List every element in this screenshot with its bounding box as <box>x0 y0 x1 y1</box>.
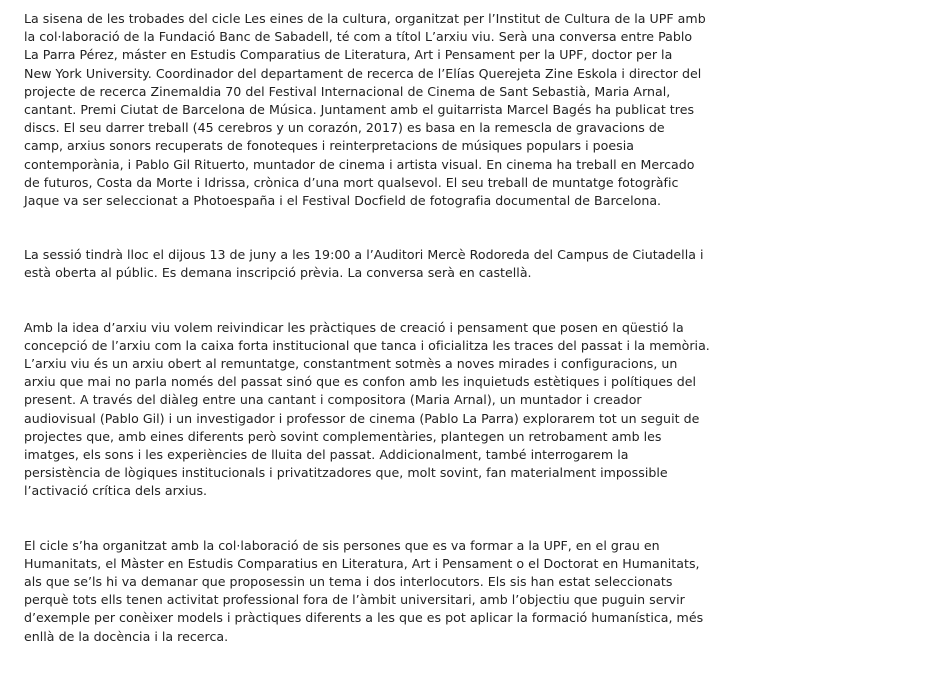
text-line: La Parra Pérez, máster en Estudis Comparatius de Literatura, Art i Pensament per la UPF, doctor per la <box>24 47 673 63</box>
paragraph-session-info <box>24 246 714 282</box>
text-line: arxiu que mai no parla només del passat sinó que es confon amb les inquietuds estètiques i polítiques del <box>24 374 696 390</box>
text-line: perquè tots ells tenen activitat professional fora de l’àmbit universitari, amb l’objectiu que puguin servir <box>24 592 685 608</box>
text-line: L’arxiu viu és un arxiu obert al remuntatge, constantment sotmès a noves mirades i configuracions, un <box>24 356 678 372</box>
paragraph-intro <box>24 10 714 210</box>
text-line: discs. El seu darrer treball (45 cerebros y un corazón, 2017) es basa en la remescla de gravacions de <box>24 120 665 136</box>
text-line: contemporània, i Pablo Gil Rituerto, muntador de cinema i artista visual. En cinema ha treball en Mercado <box>24 156 695 172</box>
text-line: Jaque va ser seleccionat a Photoespaña i el Festival Docfield de fotografia documental de Barcelona. <box>24 193 662 209</box>
text-line: audiovisual (Pablo Gil) i un investigador i professor de cinema (Pablo La Parra) explorarem tot un seguit de <box>24 410 700 426</box>
text-line: d’exemple per conèixer models i pràctiques diferents a les que es pot aplicar la formació humanística, més <box>24 610 704 626</box>
text-line: de futuros, Costa da Morte i Idrissa, crònica d’una mort qualsevol. El seu treball de muntatge fotogràfic <box>24 174 679 190</box>
text-line: projectes que, amb eines diferents però sovint complementàries, plantegen un retrobament amb les <box>24 428 662 444</box>
text-line: als que se’ls hi va demanar que proposessin un tema i dos interlocutors. Els sis han estat seleccionats <box>24 574 673 590</box>
text-line: present. A través del diàleg entre una cantant i compositora (Maria Arnal), un muntador i creador <box>24 392 642 408</box>
text-line: concepció de l’arxiu com la caixa forta institucional que tanca i oficialitza les traces del passat i la memòria. <box>24 337 710 353</box>
text-line: està oberta al públic. Es demana inscripció prèvia. La conversa serà en castellà. <box>24 265 532 281</box>
paragraph-cycle-organization <box>24 537 714 646</box>
text-line: La sisena de les trobades del cicle Les eines de la cultura, organitzat per l’Institut de Cultura de la UPF amb <box>24 11 706 26</box>
text-line: l’activació crítica dels arxius. <box>24 483 208 499</box>
text-line: Amb la idea d’arxiu viu volem reivindicar les pràctiques de creació i pensament que posen en qüestió la <box>24 319 684 335</box>
text-line: Humanitats, el Màster en Estudis Comparatius en Literatura, Art i Pensament o el Doctorat en Humanitats, <box>24 555 700 571</box>
text-line: New York University. Coordinador del departament de recerca de l’Elías Querejeta Zine Eskola i director del <box>24 65 702 81</box>
text-line: enllà de la docència i la recerca. <box>24 628 229 644</box>
text-line: cantant. Premi Ciutat de Barcelona de Música. Juntament amb el guitarrista Marcel Bagés ha publicat tres <box>24 102 695 118</box>
text-line: projecte de recerca Zinemaldia 70 del Festival Internacional de Cinema de Sant Sebastià, Maria Arnal, <box>24 83 671 99</box>
text-line: imatges, els sons i les experiències de lluita del passat. Addicionalment, també interrogarem la <box>24 447 629 463</box>
text-line: camp, arxius sonors recuperats de fonoteques i reinterpretacions de músiques populars i poesia <box>24 138 634 154</box>
text-line: La sessió tindrà lloc el dijous 13 de juny a les 19:00 a l’Auditori Mercè Rodoreda del Campus de Ciutadella i <box>24 247 704 263</box>
text-line: El cicle s’ha organitzat amb la col·laboració de sis persones que es va formar a la UPF, en el grau en <box>24 537 660 553</box>
article-body <box>24 10 714 682</box>
text-line: la col·laboració de la Fundació Banc de Sabadell, té com a títol L’arxiu viu. Serà una conversa entre Pablo <box>24 29 693 45</box>
text-line: persistència de lògiques institucionals i privatitzadores que, molt sovint, fan materialment impossible <box>24 465 668 481</box>
paragraph-living-archive <box>24 319 714 501</box>
